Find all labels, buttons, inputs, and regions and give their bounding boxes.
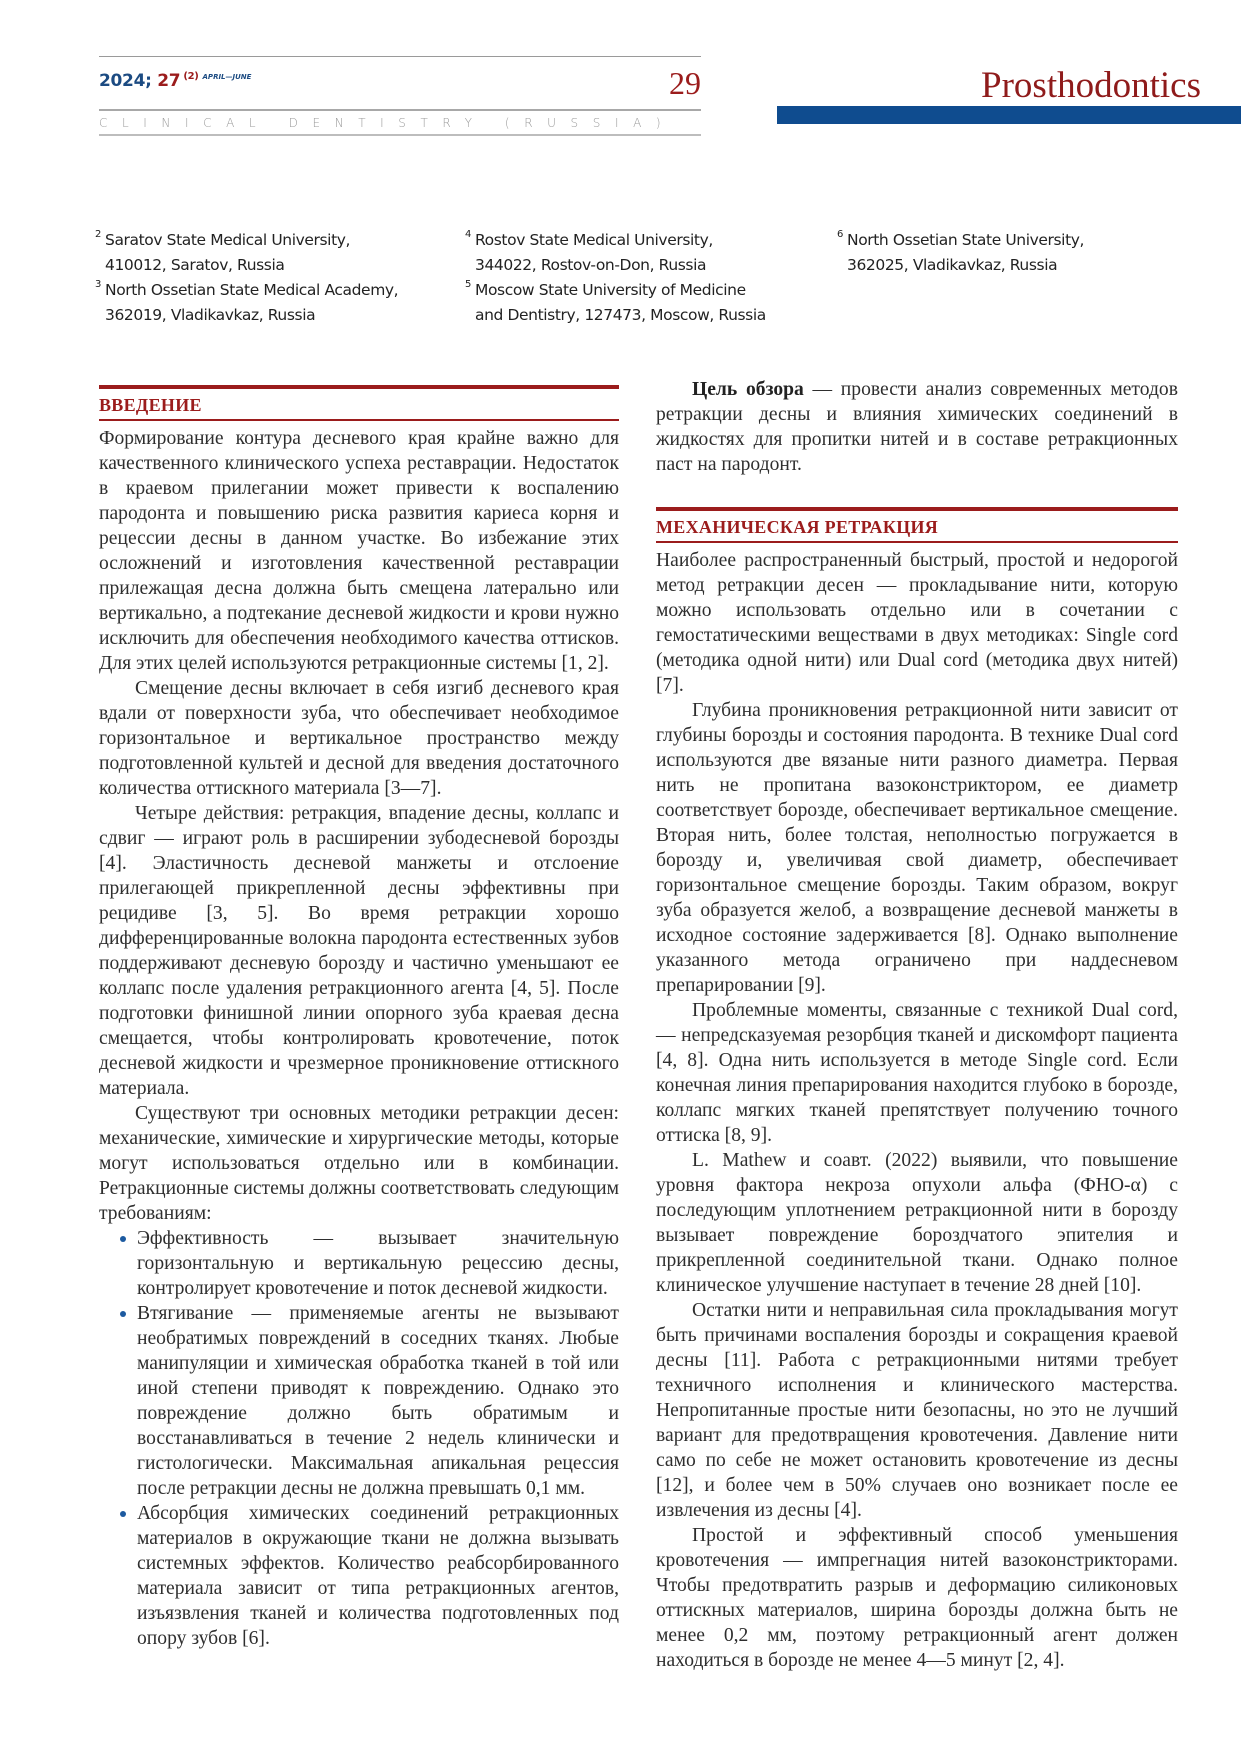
right-column [656,377,1178,1673]
list-item-text: Эффективность — вызывает значительную горизонтальную и вертикальную рецессию десны, контролирует кровотечение и поток десневой жидкости. [137,1228,619,1299]
aim-text: — провести анализ современных методов ретракции десны и влияния химических соединений в жидкостях для пропитки нитей и в составе ретракционных паст на пародонт. [656,379,1178,475]
aim-paragraph [656,377,1178,477]
paragraph: Глубина проникновения ретракционной нити зависит от глубины борозды и состояния пародонта. В технике Dual cord используются две вязаные нити разного диаметра. Первая нить не пропитана вазоконстриктором, ее диаметр соответствует борозде, обеспечивает вертикальное смещение. Вторая нить, более толстая, неполностью погружается в борозду и, увеличивая свой диаметр, обеспечивает горизонтальное смещение борозды. Таким образом, вокруг зуба образуется желоб, а возвращение десневой манжеты в исходное состояние задерживается [8]. Однако выполнение указанного метода ограничено при наддесневом препарировании [9]. [656,700,1178,996]
section-color-bar [777,106,1241,124]
section-heading-text: МЕХАНИЧЕСКАЯ РЕТРАКЦИЯ [656,517,939,537]
affiliation-line: 410012, Saratov, Russia [105,256,285,274]
journal-name: CLINICAL DENTISTRY (RUSSIA) [99,116,676,130]
paragraph: Остатки нити и неправильная сила прокладывания могут быть причинами воспаления борозды и сокращения краевой десны [11]. Работа с ретракционными нитями требует техничного исполнения и клинического мастерства. Непропитанные простые нити безопасны, но это не лучший вариант для предотвращения кровотечения. Давление нити само по себе не может остановить кровотечение из десны [12], и более чем в 50% случаев оно возникает после ее извлечения из десны [4]. [656,1300,1178,1521]
list-item-text: Абсорбция химических соединений ретракционных материалов в окружающие ткани не должна вызывать системных эффектов. Количество реабсорбированного материала зависит от типа ретракционных агентов, изъязвления тканей и количества подготовленных под опору зубов [6]. [137,1503,619,1649]
issue-months: APRIL—JUNE [202,73,252,82]
journal-bottom-rule [99,134,701,136]
paragraph: Наиболее распространенный быстрый, простой и недорогой метод ретракции десен — прокладывание нити, которую можно использовать отдельно или в сочетании с гемостатическими веществами в двух методиках: Single cord (методика одной нити) или Dual cord (методика двух нитей) [7]. [656,550,1178,696]
affiliation [95,278,398,328]
list-item [137,1501,619,1651]
list-item-text: Втягивание — применяемые агенты не вызывают необратимых повреждений в соседних тканях. Любые манипуляции и химическая обработка тканей в той или иной степени приводят к повреждению. Однако это повреждение должно быть обратимым и восстанавливаться в течение 2 недель клинически и гистологически. Максимальная апикальная рецессия после ретракции десны не должна превышать 0,1 мм. [137,1303,619,1499]
list-item [137,1301,619,1501]
affiliation [465,228,766,278]
running-header [99,56,701,136]
requirements-list [99,1226,619,1651]
affiliation-line: Moscow State University of Medicine [475,281,746,299]
bullet-icon [120,1236,126,1242]
affiliation [465,278,766,328]
affiliation-line: 362019, Vladikavkaz, Russia [105,306,316,324]
issue-volume: 27 [157,71,181,91]
left-column [99,385,619,1651]
section-heading-mechanical-retraction [656,507,1178,543]
affiliation-number: 3 [95,279,101,290]
affiliations-column-1 [95,228,398,328]
section-heading-text: ВВЕДЕНИЕ [99,395,202,415]
bullet-icon [120,1511,126,1517]
issue-year: 2024; [99,71,152,91]
affiliation-line: Rostov State Medical University, [475,231,713,249]
section-heading-introduction [99,385,619,421]
affiliation [837,228,1084,278]
paragraph: Формирование контура десневого края крайне важно для качественного клинического успеха реставрации. Недостаток в краевом прилегании может привести к воспалению пародонта и повышению риска развития кариеса корня и рецессии десны в данном участке. Во избежание этих осложнений и изготовления качественной реставрации прилежащая десна должна быть смещена латерально или вертикально, а подтекание десневой жидкости и крови нужно исключить для обеспечения необходимого качества оттисков. Для этих целей используются ретракционные системы [1, 2]. [99,428,619,674]
affiliation-number: 2 [95,229,101,240]
paragraph: Существуют три основных методики ретракции десен: механические, химические и хирургические методы, которые могут использоваться отдельно или в комбинации. Ретракционные системы должны соответствовать следующим требованиям: [99,1103,619,1224]
affiliation-number: 5 [465,279,471,290]
issue-info [99,71,251,91]
affiliation-line: Saratov State Medical University, [105,231,351,249]
affiliations-column-3 [837,228,1084,278]
issue-number: (2) [183,71,199,83]
affiliations-column-2 [465,228,766,328]
affiliation-line: and Dentistry, 127473, Moscow, Russia [475,306,766,324]
paragraph: Четыре действия: ретракция, впадение десны, коллапс и сдвиг — играют роль в расширении зубодесневой борозды [4]. Эластичность десневой манжеты и отслоение прилегающей прикрепленной десны эффективны при рецидиве [3, 5]. Во время ретракции хорошо дифференцированные волокна пародонта естественных зубов поддерживают десневую борозду и частично уменьшают ее коллапс после удаления ретракционного агента [4, 5]. После подготовки финишной линии опорного зуба краевая десна смещается, чтобы контролировать кровотечение, поток десневой жидкости и чрезмерное проникновение оттискного материала. [99,803,619,1099]
affiliation-number: 6 [837,229,843,240]
affiliation-line: 362025, Vladikavkaz, Russia [847,256,1058,274]
bullet-icon [120,1311,126,1317]
affiliation-line: 344022, Rostov-on-Don, Russia [475,256,707,274]
affiliation [95,228,398,278]
paragraph: Проблемные моменты, связанные с техникой Dual cord, — непредсказуемая резорбция тканей и дискомфорт пациента [4, 8]. Одна нить используется в методе Single cord. Если конечная линия препарирования находится глубоко в борозде, коллапс мягких тканей препятствует получению точного оттиска [8, 9]. [656,1000,1178,1146]
page-number: 29 [669,65,701,101]
affiliation-line: North Ossetian State University, [847,231,1085,249]
issue-line [99,57,701,109]
paragraph: L. Mathew и соавт. (2022) выявили, что повышение уровня фактора некроза опухоли альфа (ФНО-α) с последующим уплотнением ретракционной нити в борозду вызывает повреждение бороздчатого эпителия и прикрепленной соединительной ткани. Однако полное клиническое улучшение наступает в течение 28 дней [10]. [656,1150,1178,1296]
affiliation-number: 4 [465,229,471,240]
list-item [137,1226,619,1301]
paragraph: Простой и эффективный способ уменьшения кровотечения — импрегнация нитей вазоконстрикторами. Чтобы предотвратить разрыв и деформацию силиконовых оттискных материалов, ширина борозды должна быть не менее 0,2 мм, поэтому ретракционный агент должен находиться в борозде не менее 4—5 минут [2, 4]. [656,1525,1178,1671]
aim-lead: Цель обзора [692,379,804,400]
paragraph: Смещение десны включает в себя изгиб десневого края вдали от поверхности зуба, что обеспечивает необходимое горизонтальное и вертикальное пространство между подготовленной культей и десной для введения достаточного количества оттискного материала [3—7]. [99,678,619,799]
affiliation-line: North Ossetian State Medical Academy, [105,281,399,299]
section-title: Prosthodontics [981,65,1201,106]
